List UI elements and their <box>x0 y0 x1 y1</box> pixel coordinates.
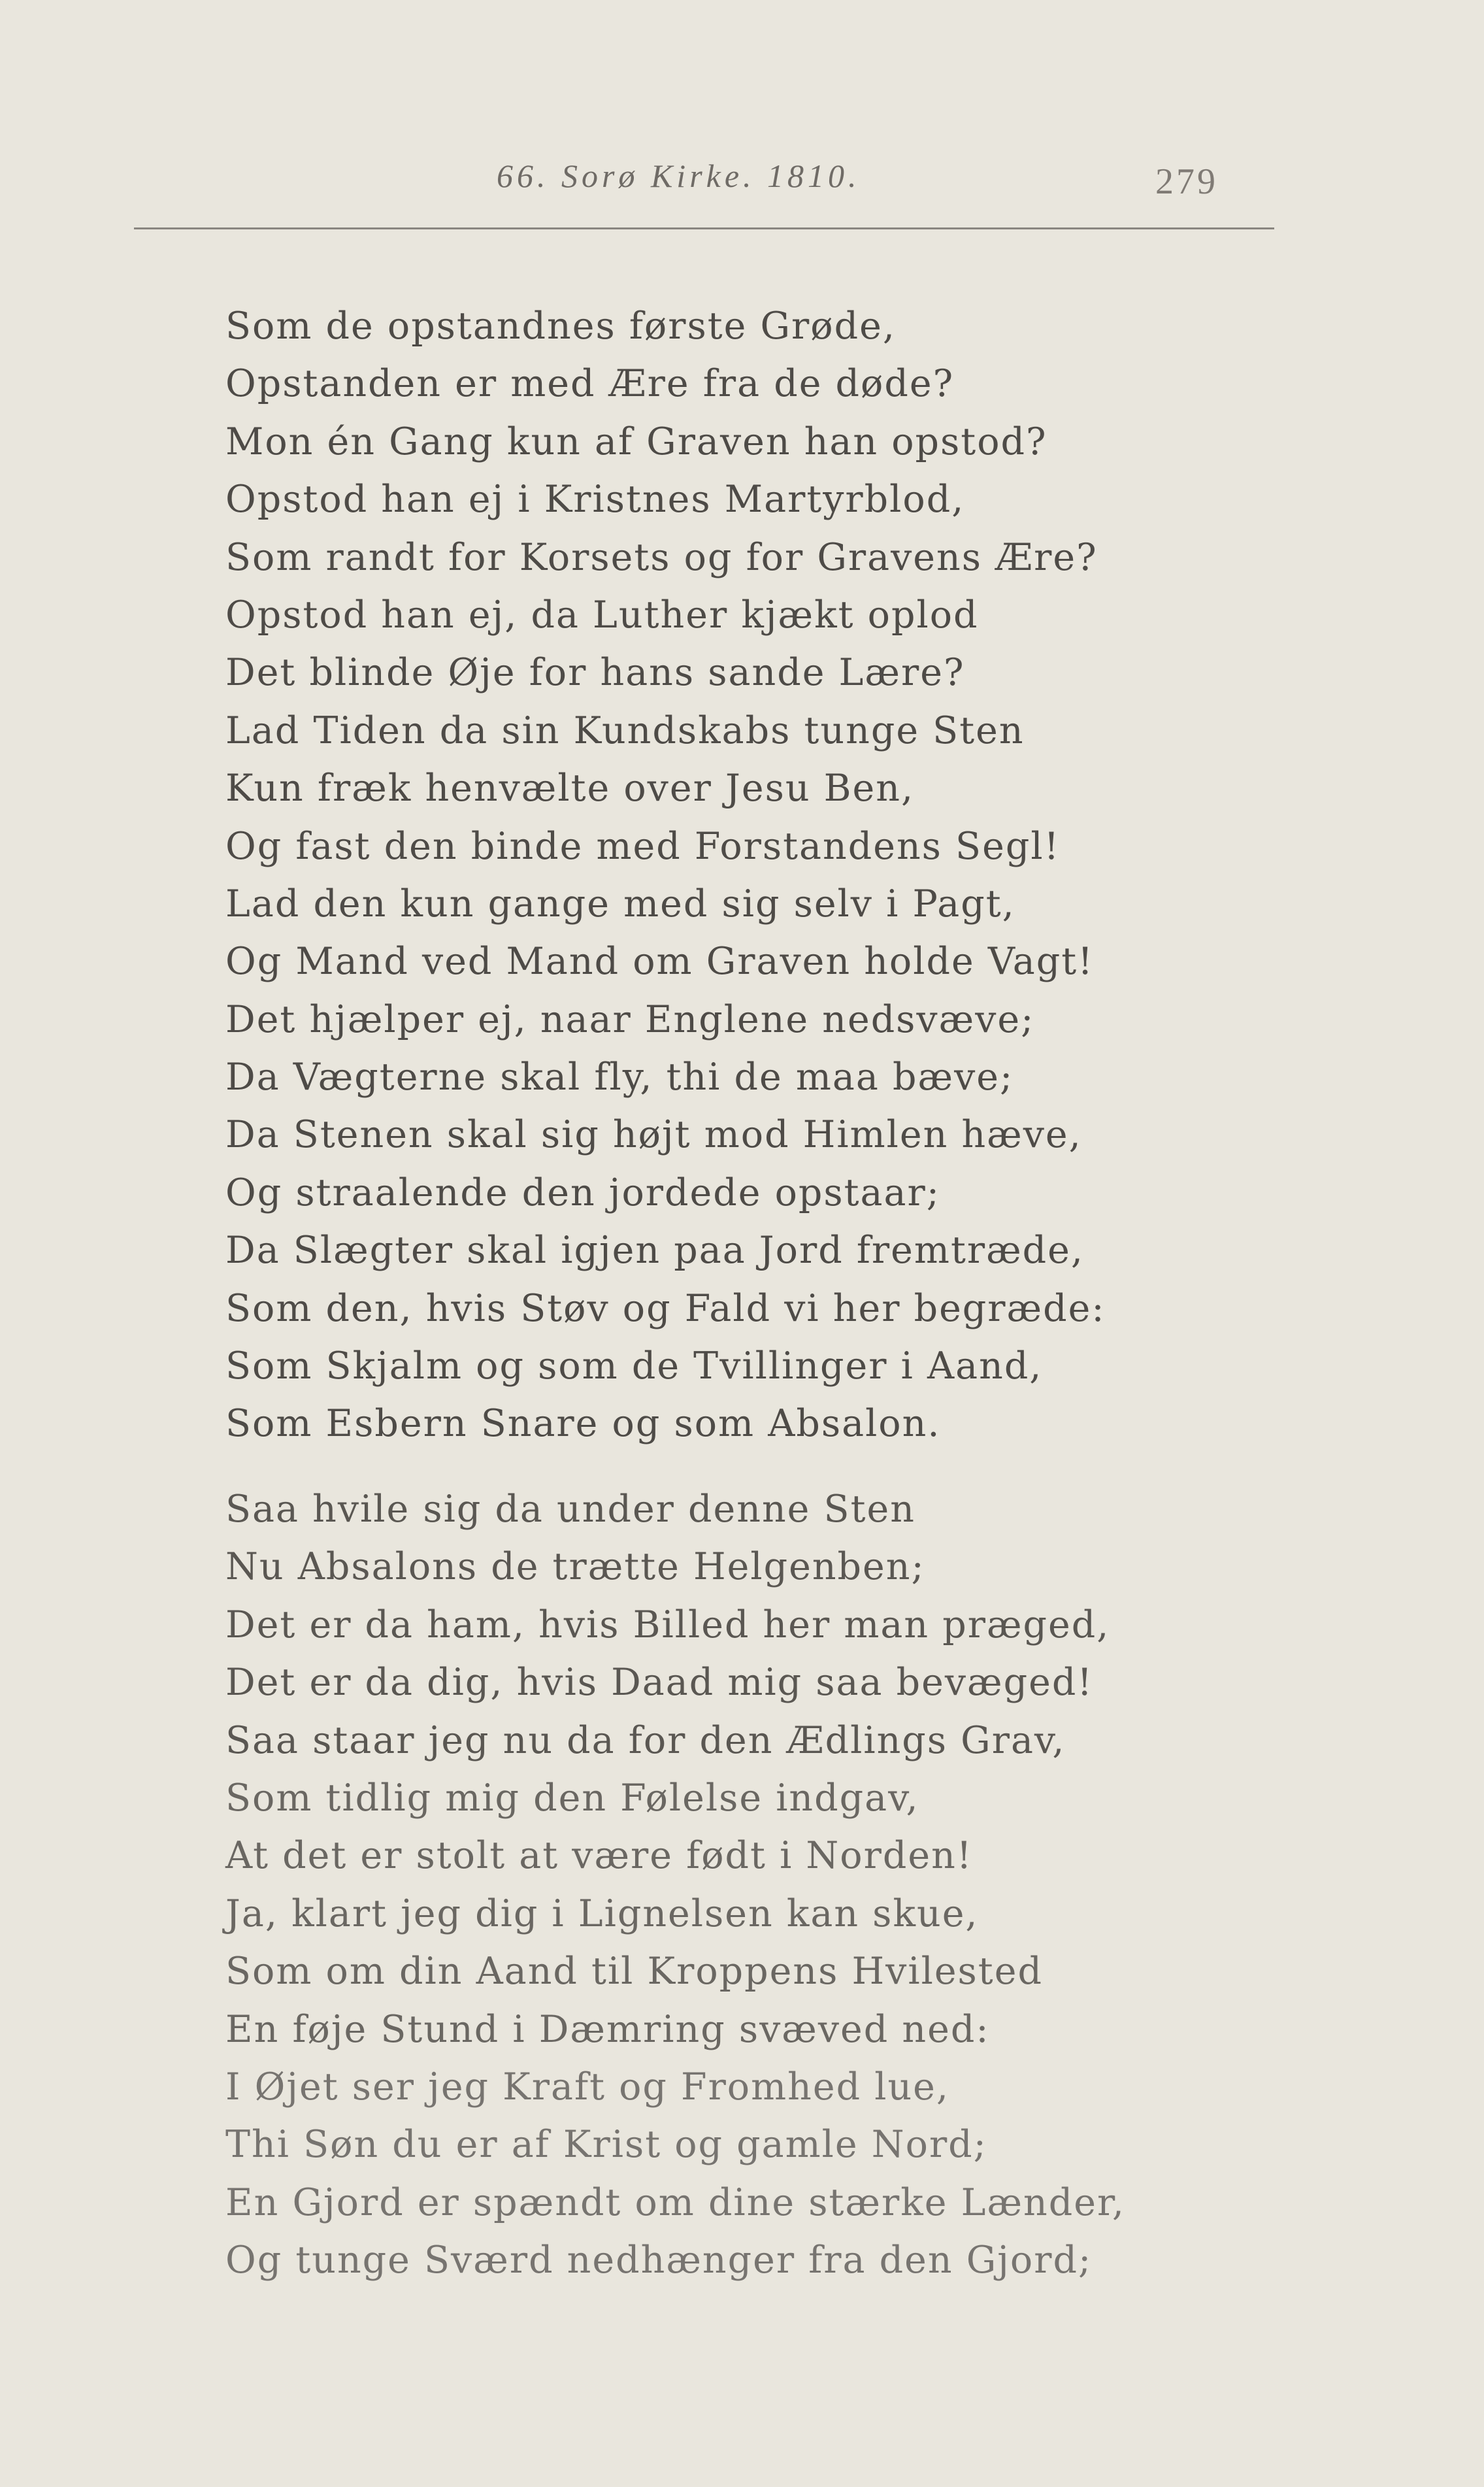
verse-line: Da Slægter skal igjen paa Jord fremtræde, <box>225 1229 1085 1273</box>
verse-line: Og fast den binde med Forstandens Segl! <box>225 824 1061 868</box>
verse-line: Opstanden er med Ære fra de døde? <box>225 362 955 406</box>
verse-line: Thi Søn du er af Krist og gamle Nord; <box>225 2123 987 2167</box>
page-number: 279 <box>1155 161 1218 202</box>
verse-line: Opstod han ej, da Luther kjækt oplod <box>225 593 979 637</box>
verse-line: Og straalende den jordede opstaar; <box>225 1171 940 1214</box>
verse-line: Som de opstandnes første Grøde, <box>225 305 896 348</box>
verse-line: Og tunge Sværd nedhænger fra den Gjord; <box>225 2239 1093 2282</box>
verse-line: Det hjælper ej, naar Englene nedsvæve; <box>225 997 1035 1041</box>
verse-line: Som randt for Korsets og for Gravens Ære? <box>225 535 1098 579</box>
verse-line: Opstod han ej i Kristnes Martyrblod, <box>225 478 965 522</box>
verse-line: Og Mand ved Mand om Graven holde Vagt! <box>225 940 1095 984</box>
verse-line: Som den, hvis Støv og Fald vi her begræde: <box>225 1286 1106 1330</box>
poem-stanza-1 <box>225 297 1106 1453</box>
verse-line: Saa staar jeg nu da for den Ædlings Grav, <box>225 1718 1066 1762</box>
verse-line: Som Skjalm og som de Tvillinger i Aand, <box>225 1344 1043 1388</box>
verse-line: Som tidlig mig den Følelse indgav, <box>225 1776 919 1820</box>
verse-line: Lad den kun gange med sig selv i Pagt, <box>225 882 1015 926</box>
verse-line: Kun fræk henvælte over Jesu Ben, <box>225 767 915 810</box>
verse-line: At det er stolt at være født i Norden! <box>225 1834 973 1878</box>
verse-line: Saa hvile sig da under denne Sten <box>225 1488 915 1531</box>
verse-line: Da Stenen skal sig højt mod Himlen hæve, <box>225 1113 1082 1157</box>
verse-line: Som om din Aand til Kroppens Hvilested <box>225 1950 1043 1994</box>
verse-line: Det blinde Øje for hans sande Lære? <box>225 651 965 695</box>
page-header <box>0 0 1484 235</box>
verse-line: Det er da dig, hvis Daad mig saa bevæged! <box>225 1661 1094 1705</box>
verse-line: Nu Absalons de trætte Helgenben; <box>225 1545 925 1589</box>
running-title: 66. Sorø Kirke. 1810. <box>497 158 861 194</box>
verse-line: Lad Tiden da sin Kundskabs tunge Sten <box>225 709 1025 752</box>
verse-line: I Øjet ser jeg Kraft og Fromhed lue, <box>225 2065 950 2109</box>
header-rule <box>134 227 1274 229</box>
verse-line: En Gjord er spændt om dine stærke Lænder, <box>225 2180 1126 2224</box>
poem-stanza-2 <box>225 1480 1125 2289</box>
verse-line: Mon én Gang kun af Graven han opstod? <box>225 420 1047 463</box>
verse-line: Det er da ham, hvis Billed her man præged, <box>225 1603 1110 1646</box>
verse-line: Da Vægterne skal fly, thi de maa bæve; <box>225 1056 1014 1099</box>
verse-line: Ja, klart jeg dig i Lignelsen kan skue, <box>225 1892 979 1935</box>
verse-line: En føje Stund i Dæmring svæved ned: <box>225 2007 990 2051</box>
verse-line: Som Esbern Snare og som Absalon. <box>225 1402 941 1446</box>
